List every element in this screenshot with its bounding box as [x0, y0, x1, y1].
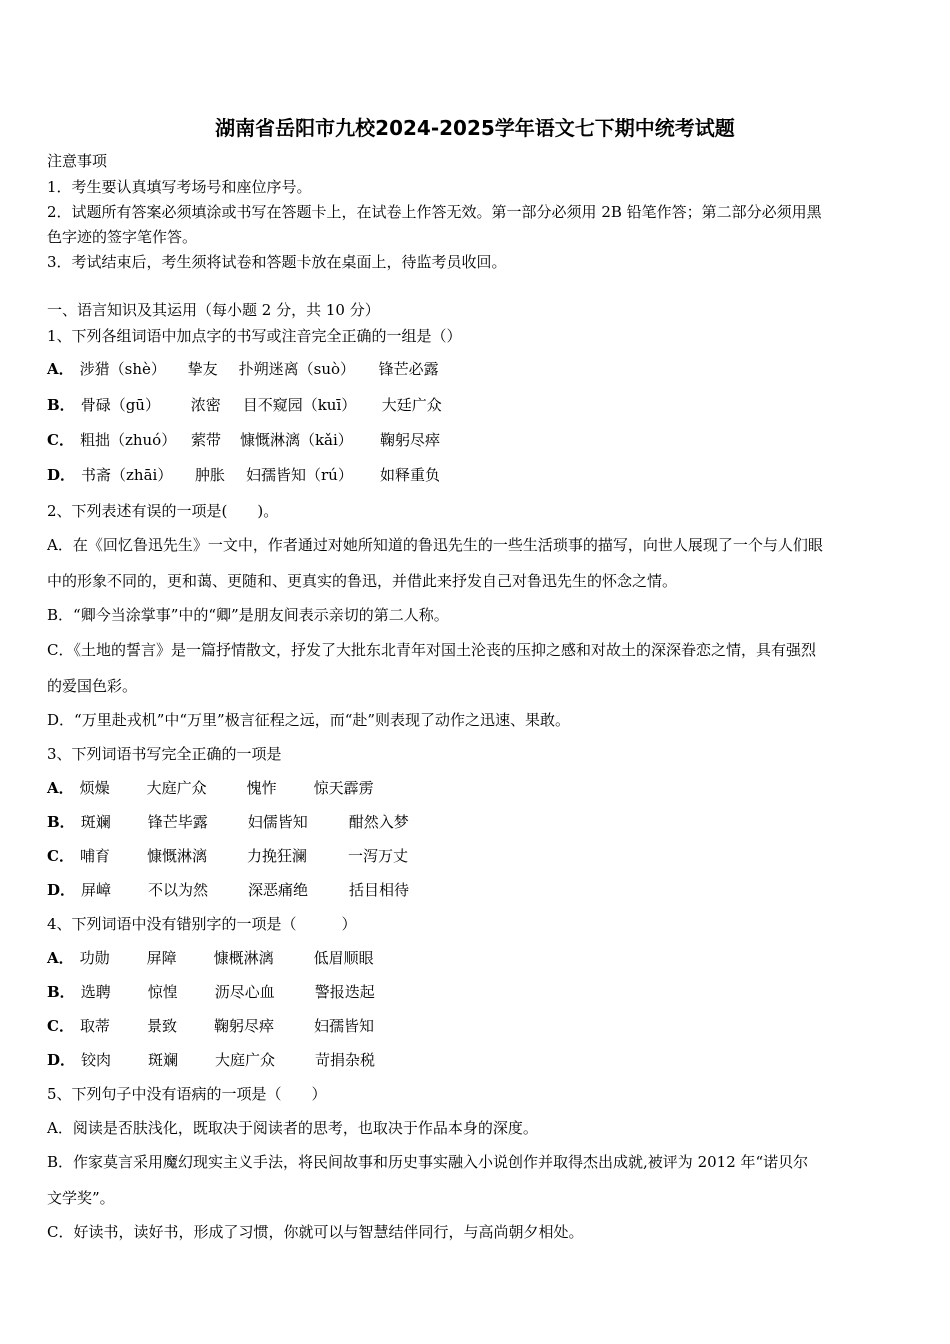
option-word: 酣然入梦	[348, 813, 409, 831]
question-3-option-d	[47, 880, 409, 900]
question-2-option-c-cont: 的爱国色彩。	[47, 677, 138, 695]
question-1-option-c	[47, 430, 440, 450]
section-heading: 一、语言知识及其运用（每小题 2 分，共 10 分）	[47, 301, 380, 319]
page-title: 湖南省岳阳市九校2024-2025学年语文七下期中统考试题	[215, 116, 735, 140]
option-word: 鞠躬尽瘁	[213, 1017, 274, 1035]
option-word: 慷慨淋漓	[146, 847, 207, 865]
option-label: B．	[47, 396, 75, 414]
notice-item-2-cont: 色字迹的签字笔作答。	[47, 228, 198, 246]
option-word: 沥尽心血	[214, 983, 275, 1001]
option-word: 目不窥园（kuī）	[242, 396, 357, 414]
option-word: 如释重负	[380, 466, 441, 484]
question-3-option-b	[47, 812, 409, 832]
option-word: 慷慨淋漓（kǎi）	[239, 431, 353, 449]
option-word: 粗拙（zhuó）	[79, 431, 177, 449]
option-label: A．	[47, 360, 74, 378]
question-3-option-a	[47, 778, 374, 798]
option-word: 扑朔迷离（suò）	[238, 360, 356, 378]
option-label: D．	[47, 466, 76, 484]
option-word: 涉猎（shè）	[79, 360, 166, 378]
option-word: 大廷广众	[381, 396, 442, 414]
option-word: 书斋（zhāi）	[81, 466, 173, 484]
notice-heading: 注意事项	[47, 152, 108, 170]
option-label: A．	[47, 949, 74, 967]
option-word: 低眉顺眼	[313, 949, 374, 967]
question-2-option-d: D．“万里赴戎机”中“万里”极言征程之远，而“赴”则表现了动作之迅速、果敢。	[47, 711, 571, 729]
option-word: 力挽狂澜	[246, 847, 307, 865]
question-4-option-c	[47, 1016, 374, 1036]
option-word: 大庭广众	[215, 1051, 276, 1069]
question-5-option-b-cont: 文学奖”。	[47, 1189, 115, 1207]
question-3-stem: 3、下列词语书写完全正确的一项是	[47, 745, 282, 763]
notice-item-3: 3．考试结束后，考生须将试卷和答题卡放在桌面上，待监考员收回。	[47, 253, 507, 271]
option-word: 萦带	[190, 431, 221, 449]
option-word: 慷概淋漓	[213, 949, 274, 967]
option-word: 挚友	[187, 360, 218, 378]
question-2-option-b: B．“卿今当涂掌事”中的“卿”是朋友间表示亲切的第二人称。	[47, 606, 449, 624]
option-word: 妇孺皆知	[313, 1017, 374, 1035]
question-5-stem: 5、下列句子中没有语病的一项是（ ）	[47, 1085, 327, 1103]
option-word: 一泻万丈	[347, 847, 408, 865]
option-label: B．	[47, 983, 75, 1001]
notice-item-1: 1．考生要认真填写考场号和座位序号。	[47, 178, 312, 196]
option-word: 妇儒皆知	[247, 813, 308, 831]
question-2-option-c: C．《土地的誓言》是一篇抒情散文，抒发了大批东北青年对国土沦丧的压抑之感和对故土的深深眷恋之情，具有强烈	[47, 641, 816, 659]
question-4-stem: 4、下列词语中没有错别字的一项是（ ）	[47, 915, 357, 933]
option-word: 斑斓	[80, 813, 111, 831]
option-word: 深恶痛绝	[248, 881, 309, 899]
option-label: B．	[47, 813, 75, 831]
question-1-option-d	[47, 465, 440, 485]
option-word: 骨碌（gū）	[80, 396, 160, 414]
option-word: 斑斓	[148, 1051, 179, 1069]
question-4-option-d	[47, 1050, 375, 1070]
option-word: 愧怍	[246, 779, 277, 797]
option-label: D．	[47, 881, 76, 899]
option-label: A．	[47, 779, 74, 797]
question-2-option-a-cont: 中的形象不同的，更和蔼、更随和、更真实的鲁迅，并借此来抒发自己对鲁迅先生的怀念之情。	[47, 572, 678, 590]
question-1-option-a	[47, 359, 439, 379]
question-3-option-c	[47, 846, 408, 866]
option-word: 不以为然	[148, 881, 209, 899]
option-word: 锋芒毕露	[147, 813, 208, 831]
option-word: 妇孺皆知（rú）	[246, 466, 353, 484]
option-word: 铰肉	[81, 1051, 112, 1069]
option-word: 屏嶂	[81, 881, 112, 899]
option-word: 烦燥	[79, 779, 110, 797]
option-word: 锋芒必露	[378, 360, 439, 378]
option-word: 功勋	[79, 949, 110, 967]
notice-item-2: 2．试题所有答案必须填涂或书写在答题卡上，在试卷上作答无效。第一部分必须用 2B 铅笔作答；第二部分必须用黑	[47, 203, 822, 221]
option-word: 括目相待	[349, 881, 410, 899]
question-1-stem: 1、下列各组词语中加点字的书写或注音完全正确的一组是（）	[47, 327, 462, 345]
option-label: C．	[47, 431, 74, 449]
option-label: D．	[47, 1051, 76, 1069]
option-word: 鞠躬尽瘁	[379, 431, 440, 449]
option-word: 苛捐杂税	[315, 1051, 376, 1069]
option-word: 惊天霹雳	[313, 779, 374, 797]
question-2-stem: 2、下列表述有误的一项是( )。	[47, 502, 279, 520]
option-word: 哺育	[79, 847, 110, 865]
option-word: 选聘	[80, 983, 111, 1001]
question-5-option-b: B．作家莫言采用魔幻现实主义手法，将民间故事和历史事实融入小说创作并取得杰出成就,被评为 2012 年“诺贝尔	[47, 1153, 809, 1171]
option-label: C．	[47, 1017, 74, 1035]
option-word: 浓密	[190, 396, 221, 414]
option-label: C．	[47, 847, 74, 865]
option-word: 屏障	[146, 949, 177, 967]
question-4-option-b	[47, 982, 375, 1002]
option-word: 警报迭起	[314, 983, 375, 1001]
question-1-option-b	[47, 395, 442, 415]
question-4-option-a	[47, 948, 374, 968]
option-word: 景致	[146, 1017, 177, 1035]
option-word: 大庭广众	[146, 779, 207, 797]
question-5-option-c: C．好读书，读好书，形成了习惯，你就可以与智慧结伴同行，与高尚朝夕相处。	[47, 1223, 584, 1241]
question-5-option-a: A．阅读是否肤浅化，既取决于阅读者的思考，也取决于作品本身的深度。	[47, 1119, 538, 1137]
question-2-option-a: A．在《回忆鲁迅先生》一文中，作者通过对她所知道的鲁迅先生的一些生活琐事的描写，向世人展现了一个与人们眼	[47, 536, 823, 554]
option-word: 肿胀	[195, 466, 226, 484]
option-word: 惊惶	[147, 983, 178, 1001]
option-word: 取蒂	[79, 1017, 110, 1035]
